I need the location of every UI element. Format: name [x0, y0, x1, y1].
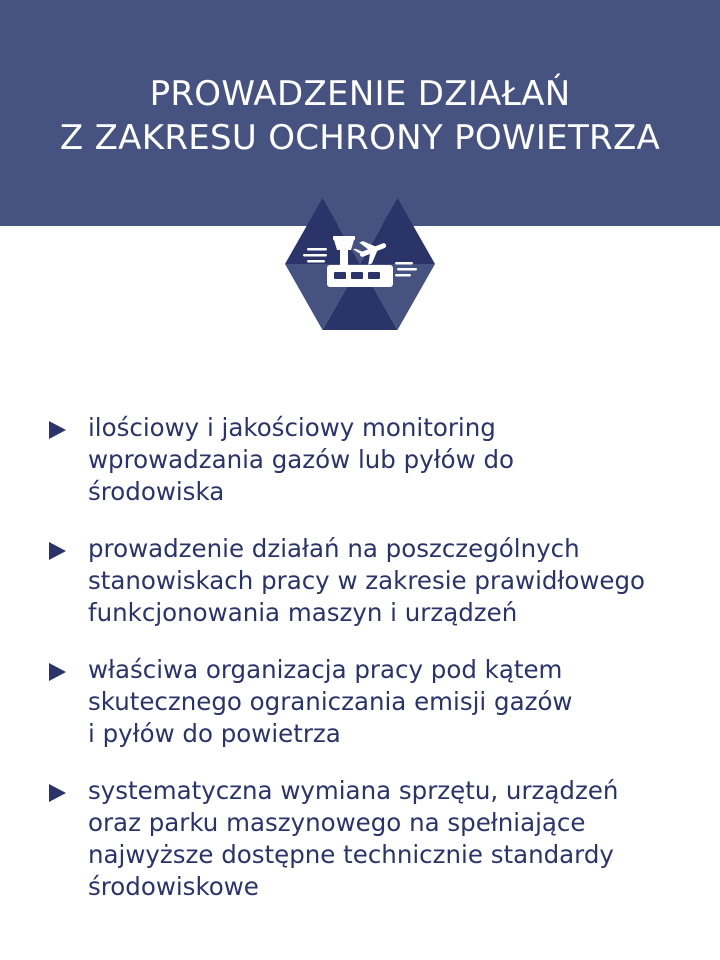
list-item: [44, 775, 704, 903]
bullet-list: [44, 412, 704, 928]
list-item: [44, 533, 704, 629]
list-item: [44, 412, 704, 508]
title-line: PROWADZENIE DZIAŁAŃ: [149, 74, 571, 114]
bullet-text: ilościowy i jakościowy monitoring wprowadzania gazów lub pyłów do środowiska: [88, 413, 515, 506]
list-item: [44, 654, 704, 750]
triangle-bullet-icon: [49, 421, 66, 439]
bullet-text: prowadzenie działań na poszczególnych stanowiskach pracy w zakresie prawidłowego funkcjonowania maszyn i urządzeń: [88, 534, 646, 627]
triangle-bullet-icon: [49, 663, 66, 681]
hexagon-badge: [285, 198, 435, 330]
emblem: [285, 198, 435, 330]
page-title: [0, 72, 720, 160]
bullet-text: systematyczna wymiana sprzętu, urządzeń oraz parku maszynowego na spełniające najwyższe dostępne technicznie standardy środowiskowe: [88, 776, 619, 901]
header-banner: [0, 0, 720, 226]
title-line: Z ZAKRESU OCHRONY POWIETRZA: [59, 118, 661, 158]
bullet-text: właściwa organizacja pracy pod kątem skutecznego ograniczania emisji gazów i pyłów do powietrza: [88, 655, 573, 748]
triangle-bullet-icon: [49, 542, 66, 560]
triangle-bullet-icon: [49, 784, 66, 802]
